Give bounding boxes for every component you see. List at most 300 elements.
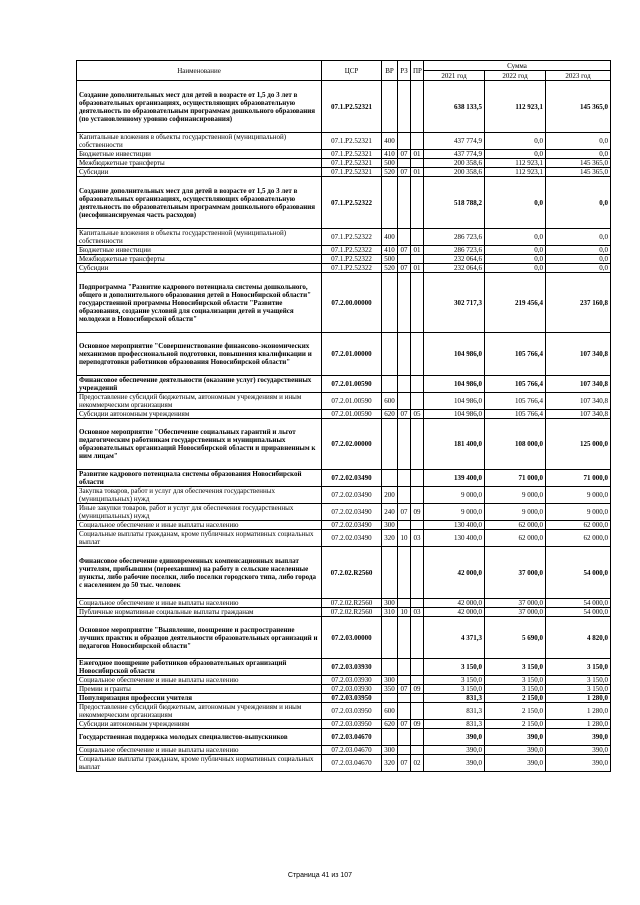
cell-y2022: 2 150,0 (485, 703, 546, 720)
cell-csr: 07.1.P2.52321 (322, 133, 382, 150)
cell-rz (398, 547, 411, 599)
cell-pr: 09 (411, 720, 424, 729)
cell-name: Социальное обеспечение и иные выплаты населению (77, 521, 322, 530)
cell-y2023: 0,0 (546, 133, 611, 150)
cell-y2021: 3 150,0 (424, 659, 485, 676)
cell-y2023: 0,0 (546, 229, 611, 246)
table-row (77, 376, 611, 393)
cell-rz: 07 (398, 720, 411, 729)
cell-pr (411, 599, 424, 608)
cell-csr: 07.2.03.03930 (322, 685, 382, 694)
cell-name: Основное мероприятие "Выявление, поощрение и распространение лучших практик и образцов деятельности образовательных организаций и педагогов Новосибирской области" (77, 617, 322, 659)
cell-name: Создание дополнительных мест для детей в возрасте от 1,5 до 3 лет в образовательных организациях, осуществляющих образовательную деятельность по образовательным программам дошкольного образования (по установленному уровню софинансирования) (77, 81, 322, 133)
cell-name: Субсидии (77, 264, 322, 273)
cell-y2023: 62 000,0 (546, 530, 611, 547)
cell-y2022: 105 766,4 (485, 333, 546, 376)
cell-vr: 240 (382, 504, 398, 521)
cell-rz: 07 (398, 685, 411, 694)
cell-y2022: 105 766,4 (485, 376, 546, 393)
cell-y2021: 437 774,9 (424, 133, 485, 150)
cell-rz (398, 333, 411, 376)
cell-pr: 09 (411, 685, 424, 694)
cell-vr: 520 (382, 264, 398, 273)
cell-csr: 07.2.03.03950 (322, 694, 382, 703)
table-row (77, 755, 611, 772)
header-2023: 2023 год (546, 71, 611, 81)
cell-vr (382, 333, 398, 376)
cell-pr (411, 694, 424, 703)
cell-vr: 300 (382, 599, 398, 608)
cell-y2021: 831,3 (424, 703, 485, 720)
cell-csr: 07.1.P2.52322 (322, 229, 382, 246)
cell-rz (398, 393, 411, 410)
cell-y2022: 0,0 (485, 264, 546, 273)
cell-name: Субсидии (77, 168, 322, 177)
table-row (77, 410, 611, 419)
cell-csr: 07.2.02.03490 (322, 521, 382, 530)
cell-name: Основное мероприятие "Обеспечение социальных гарантий и льгот педагогическим работникам государственных и муниципальных образовательных организаций Новосибирской области и приравненным к ним лицам" (77, 419, 322, 470)
cell-vr: 600 (382, 703, 398, 720)
table-row (77, 81, 611, 133)
cell-pr: 01 (411, 264, 424, 273)
cell-vr (382, 470, 398, 487)
cell-y2022: 112 923,1 (485, 81, 546, 133)
cell-pr (411, 659, 424, 676)
table-row (77, 487, 611, 504)
cell-vr: 300 (382, 676, 398, 685)
cell-vr (382, 617, 398, 659)
table-row (77, 504, 611, 521)
cell-vr: 310 (382, 608, 398, 617)
cell-y2023: 3 150,0 (546, 676, 611, 685)
cell-name: Развитие кадрового потенциала системы образования Новосибирской области (77, 470, 322, 487)
table-row (77, 599, 611, 608)
table-row (77, 159, 611, 168)
cell-rz (398, 487, 411, 504)
cell-name: Финансовое обеспечение единовременных компенсационных выплат учителям, прибывшим (переехавшим) на работу в сельские населенные пункты, либо рабочие поселки, либо поселки городского типа, либо города с населением до 50 тыс. человек (77, 547, 322, 599)
table-row (77, 470, 611, 487)
cell-rz (398, 376, 411, 393)
table-row (77, 393, 611, 410)
header-sum: Сумма (424, 61, 611, 71)
cell-rz (398, 694, 411, 703)
cell-pr: 01 (411, 246, 424, 255)
cell-y2021: 42 000,0 (424, 608, 485, 617)
cell-rz: 07 (398, 755, 411, 772)
cell-y2022: 105 766,4 (485, 410, 546, 419)
cell-y2021: 200 358,6 (424, 168, 485, 177)
header-2022: 2022 год (485, 71, 546, 81)
cell-csr: 07.2.01.00590 (322, 393, 382, 410)
cell-rz (398, 703, 411, 720)
cell-vr: 520 (382, 168, 398, 177)
cell-y2021: 9 000,0 (424, 504, 485, 521)
cell-vr: 410 (382, 150, 398, 159)
cell-csr: 07.2.02.00000 (322, 419, 382, 470)
cell-vr: 400 (382, 229, 398, 246)
cell-y2022: 71 000,0 (485, 470, 546, 487)
cell-y2021: 181 400,0 (424, 419, 485, 470)
cell-pr (411, 273, 424, 333)
cell-pr (411, 746, 424, 755)
cell-y2023: 3 150,0 (546, 659, 611, 676)
table-row (77, 419, 611, 470)
cell-y2021: 4 371,3 (424, 617, 485, 659)
cell-csr: 07.2.01.00000 (322, 333, 382, 376)
cell-csr: 07.2.02.R2560 (322, 599, 382, 608)
page-footer: Страница 41 из 107 (287, 872, 353, 879)
cell-rz: 07 (398, 504, 411, 521)
cell-pr: 03 (411, 530, 424, 547)
cell-csr: 07.1.P2.52321 (322, 81, 382, 133)
cell-name: Иные закупки товаров, работ и услуг для обеспечения государственных (муниципальных) нужд (77, 504, 322, 521)
cell-y2021: 286 723,6 (424, 229, 485, 246)
header-vr: ВР (382, 61, 398, 81)
cell-name: Основное мероприятие "Совершенствование финансово-экономических механизмов профессиональной подготовки, повышения квалификации и переподготовки работников образования Новосибирской области" (77, 333, 322, 376)
cell-rz (398, 659, 411, 676)
cell-rz (398, 229, 411, 246)
cell-y2022: 9 000,0 (485, 487, 546, 504)
cell-rz: 07 (398, 150, 411, 159)
cell-y2023: 54 000,0 (546, 599, 611, 608)
cell-vr: 500 (382, 255, 398, 264)
cell-csr: 07.2.03.04670 (322, 729, 382, 746)
cell-y2022: 105 766,4 (485, 393, 546, 410)
cell-y2023: 9 000,0 (546, 504, 611, 521)
cell-y2023: 0,0 (546, 246, 611, 255)
cell-y2023: 145 365,0 (546, 81, 611, 133)
cell-csr: 07.2.02.03490 (322, 504, 382, 521)
cell-vr (382, 81, 398, 133)
table-header (77, 61, 611, 81)
cell-pr: 09 (411, 504, 424, 521)
cell-rz (398, 729, 411, 746)
table-row (77, 746, 611, 755)
table-row (77, 720, 611, 729)
cell-vr: 620 (382, 720, 398, 729)
cell-pr (411, 133, 424, 150)
cell-rz (398, 177, 411, 229)
table-row (77, 694, 611, 703)
cell-y2022: 390,0 (485, 755, 546, 772)
cell-y2022: 219 456,4 (485, 273, 546, 333)
cell-vr (382, 177, 398, 229)
cell-rz (398, 617, 411, 659)
cell-csr: 07.2.01.00590 (322, 376, 382, 393)
cell-y2021: 831,3 (424, 694, 485, 703)
cell-y2023: 0,0 (546, 150, 611, 159)
cell-y2023: 1 280,0 (546, 694, 611, 703)
table-row (77, 676, 611, 685)
cell-pr: 05 (411, 410, 424, 419)
cell-name: Социальные выплаты гражданам, кроме публичных нормативных социальных выплат (77, 755, 322, 772)
cell-y2023: 390,0 (546, 746, 611, 755)
cell-y2021: 104 986,0 (424, 410, 485, 419)
header-csr: ЦСР (322, 61, 382, 81)
cell-y2021: 390,0 (424, 755, 485, 772)
table-row (77, 530, 611, 547)
cell-vr (382, 419, 398, 470)
cell-pr: 03 (411, 608, 424, 617)
cell-vr (382, 273, 398, 333)
cell-y2021: 130 400,0 (424, 521, 485, 530)
cell-vr: 500 (382, 159, 398, 168)
cell-y2022: 112 923,1 (485, 168, 546, 177)
cell-name: Субсидии автономным учреждениям (77, 410, 322, 419)
cell-y2022: 2 150,0 (485, 694, 546, 703)
table-row (77, 703, 611, 720)
cell-vr: 320 (382, 755, 398, 772)
cell-rz (398, 273, 411, 333)
cell-csr: 07.2.00.00000 (322, 273, 382, 333)
cell-name: Популяризация профессии учителя (77, 694, 322, 703)
cell-y2021: 390,0 (424, 729, 485, 746)
cell-vr: 320 (382, 530, 398, 547)
cell-name: Предоставление субсидий бюджетным, автономным учреждениям и иным некоммерческим организациям (77, 703, 322, 720)
cell-vr (382, 694, 398, 703)
cell-y2022: 0,0 (485, 229, 546, 246)
cell-y2021: 638 133,5 (424, 81, 485, 133)
cell-y2023: 1 280,0 (546, 720, 611, 729)
cell-csr: 07.1.P2.52321 (322, 150, 382, 159)
cell-name: Капитальные вложения в объекты государственной (муниципальной) собственности (77, 229, 322, 246)
cell-vr: 350 (382, 685, 398, 694)
cell-rz (398, 521, 411, 530)
cell-name: Бюджетные инвестиции (77, 150, 322, 159)
cell-csr: 07.1.P2.52322 (322, 177, 382, 229)
cell-pr (411, 159, 424, 168)
cell-y2022: 108 000,0 (485, 419, 546, 470)
cell-y2023: 107 340,8 (546, 333, 611, 376)
cell-rz (398, 81, 411, 133)
cell-name: Межбюджетные трансферты (77, 255, 322, 264)
cell-pr: 02 (411, 755, 424, 772)
cell-y2023: 237 160,8 (546, 273, 611, 333)
cell-pr (411, 376, 424, 393)
cell-y2021: 390,0 (424, 746, 485, 755)
cell-rz (398, 599, 411, 608)
cell-pr (411, 547, 424, 599)
cell-vr: 600 (382, 393, 398, 410)
cell-csr: 07.2.03.03950 (322, 720, 382, 729)
cell-y2023: 54 000,0 (546, 608, 611, 617)
cell-y2022: 112 923,1 (485, 159, 546, 168)
cell-y2022: 37 000,0 (485, 599, 546, 608)
cell-csr: 07.2.01.00590 (322, 410, 382, 419)
cell-y2021: 3 150,0 (424, 676, 485, 685)
cell-pr (411, 470, 424, 487)
cell-y2021: 104 986,0 (424, 393, 485, 410)
table-row (77, 177, 611, 229)
cell-pr: 01 (411, 168, 424, 177)
cell-y2022: 3 150,0 (485, 659, 546, 676)
cell-name: Социальное обеспечение и иные выплаты населению (77, 599, 322, 608)
cell-y2021: 437 774,9 (424, 150, 485, 159)
cell-y2021: 831,3 (424, 720, 485, 729)
cell-y2021: 232 064,6 (424, 255, 485, 264)
cell-y2023: 390,0 (546, 729, 611, 746)
cell-y2022: 390,0 (485, 746, 546, 755)
cell-vr (382, 659, 398, 676)
cell-y2021: 42 000,0 (424, 547, 485, 599)
cell-pr (411, 487, 424, 504)
cell-y2022: 37 000,0 (485, 547, 546, 599)
cell-y2022: 0,0 (485, 150, 546, 159)
cell-csr: 07.2.02.03490 (322, 487, 382, 504)
cell-rz (398, 419, 411, 470)
cell-rz: 07 (398, 168, 411, 177)
cell-rz (398, 133, 411, 150)
table-row (77, 168, 611, 177)
cell-y2023: 3 150,0 (546, 685, 611, 694)
cell-vr: 620 (382, 410, 398, 419)
cell-csr: 07.1.P2.52321 (322, 159, 382, 168)
cell-rz (398, 159, 411, 168)
cell-rz (398, 676, 411, 685)
cell-rz (398, 746, 411, 755)
table-row (77, 246, 611, 255)
cell-y2023: 145 365,0 (546, 168, 611, 177)
cell-y2022: 3 150,0 (485, 685, 546, 694)
cell-pr (411, 229, 424, 246)
cell-y2021: 42 000,0 (424, 599, 485, 608)
cell-y2021: 518 788,2 (424, 177, 485, 229)
cell-pr (411, 521, 424, 530)
cell-vr: 400 (382, 133, 398, 150)
cell-name: Капитальные вложения в объекты государственной (муниципальной) собственности (77, 133, 322, 150)
table-row (77, 133, 611, 150)
cell-y2022: 62 000,0 (485, 530, 546, 547)
cell-name: Социальные выплаты гражданам, кроме публичных нормативных социальных выплат (77, 530, 322, 547)
cell-y2022: 0,0 (485, 177, 546, 229)
table-row (77, 659, 611, 676)
cell-csr: 07.2.02.R2560 (322, 608, 382, 617)
cell-name: Подпрограмма "Развитие кадрового потенциала системы дошкольного, общего и дополнительного образования детей в Новосибирской области" государственной программы Новосибирской области "Развитие образования, создание условий для социализации детей и учащейся молодежи в Новосибирской области" (77, 273, 322, 333)
cell-name: Предоставление субсидий бюджетным, автономным учреждениям и иным некоммерческим организациям (77, 393, 322, 410)
cell-y2023: 0,0 (546, 177, 611, 229)
cell-rz (398, 470, 411, 487)
table-row (77, 547, 611, 599)
cell-rz: 07 (398, 264, 411, 273)
table-row (77, 273, 611, 333)
table-row (77, 150, 611, 159)
cell-name: Финансовое обеспечение деятельности (оказание услуг) государственных учреждений (77, 376, 322, 393)
cell-pr (411, 81, 424, 133)
cell-csr: 07.2.02.03490 (322, 530, 382, 547)
cell-y2022: 2 150,0 (485, 720, 546, 729)
cell-y2023: 0,0 (546, 264, 611, 273)
cell-y2023: 71 000,0 (546, 470, 611, 487)
header-rz: РЗ (398, 61, 411, 81)
cell-y2023: 107 340,8 (546, 376, 611, 393)
table-row (77, 521, 611, 530)
cell-pr (411, 729, 424, 746)
cell-y2021: 302 717,3 (424, 273, 485, 333)
cell-pr (411, 333, 424, 376)
cell-y2022: 0,0 (485, 246, 546, 255)
cell-name: Социальное обеспечение и иные выплаты населению (77, 746, 322, 755)
table-row (77, 608, 611, 617)
cell-y2023: 145 365,0 (546, 159, 611, 168)
cell-y2023: 0,0 (546, 255, 611, 264)
cell-y2023: 107 340,8 (546, 410, 611, 419)
cell-y2022: 0,0 (485, 133, 546, 150)
cell-y2023: 125 000,0 (546, 419, 611, 470)
cell-csr: 07.2.02.R2560 (322, 547, 382, 599)
cell-rz: 07 (398, 246, 411, 255)
cell-vr (382, 547, 398, 599)
table-row (77, 333, 611, 376)
cell-y2021: 139 400,0 (424, 470, 485, 487)
cell-csr: 07.1.P2.52322 (322, 246, 382, 255)
cell-rz: 07 (398, 410, 411, 419)
cell-pr (411, 177, 424, 229)
cell-vr (382, 376, 398, 393)
cell-vr: 410 (382, 246, 398, 255)
budget-table (76, 60, 611, 772)
cell-y2023: 1 280,0 (546, 703, 611, 720)
header-name: Наименование (77, 61, 322, 81)
cell-vr: 300 (382, 521, 398, 530)
cell-y2021: 130 400,0 (424, 530, 485, 547)
header-pr: ПР (411, 61, 424, 81)
cell-csr: 07.1.P2.52322 (322, 255, 382, 264)
cell-y2023: 107 340,8 (546, 393, 611, 410)
cell-vr: 200 (382, 487, 398, 504)
table-row (77, 255, 611, 264)
cell-pr (411, 419, 424, 470)
cell-csr: 07.2.03.04670 (322, 755, 382, 772)
cell-y2021: 3 150,0 (424, 685, 485, 694)
cell-vr (382, 729, 398, 746)
table-row (77, 264, 611, 273)
cell-name: Публичные нормативные социальные выплаты гражданам (77, 608, 322, 617)
cell-y2021: 200 358,6 (424, 159, 485, 168)
cell-csr: 07.1.P2.52322 (322, 264, 382, 273)
cell-name: Бюджетные инвестиции (77, 246, 322, 255)
cell-pr (411, 703, 424, 720)
cell-name: Государственная поддержка молодых специалистов-выпускников (77, 729, 322, 746)
cell-rz: 10 (398, 530, 411, 547)
cell-y2023: 4 820,0 (546, 617, 611, 659)
cell-y2022: 390,0 (485, 729, 546, 746)
cell-csr: 07.2.03.03930 (322, 676, 382, 685)
cell-y2023: 62 000,0 (546, 521, 611, 530)
cell-name: Ежегодное поощрение работников образовательных организаций Новосибирской области (77, 659, 322, 676)
table-row (77, 617, 611, 659)
cell-y2021: 286 723,6 (424, 246, 485, 255)
cell-name: Закупка товаров, работ и услуг для обеспечения государственных (муниципальных) нужд (77, 487, 322, 504)
cell-name: Межбюджетные трансферты (77, 159, 322, 168)
cell-name: Премии и гранты (77, 685, 322, 694)
cell-csr: 07.1.P2.52321 (322, 168, 382, 177)
header-2021: 2021 год (424, 71, 485, 81)
cell-pr (411, 255, 424, 264)
table-row (77, 729, 611, 746)
cell-pr (411, 393, 424, 410)
cell-y2021: 232 064,6 (424, 264, 485, 273)
cell-y2022: 37 000,0 (485, 608, 546, 617)
cell-y2021: 104 986,0 (424, 376, 485, 393)
cell-pr (411, 617, 424, 659)
cell-csr: 07.2.03.03930 (322, 659, 382, 676)
table-row (77, 685, 611, 694)
cell-csr: 07.2.03.03950 (322, 703, 382, 720)
cell-y2022: 9 000,0 (485, 504, 546, 521)
cell-name: Создание дополнительных мест для детей в возрасте от 1,5 до 3 лет в образовательных организациях, осуществляющих образовательную деятельность по образовательным программам дошкольного образования (несофинансируемая часть расходов) (77, 177, 322, 229)
cell-rz: 10 (398, 608, 411, 617)
cell-pr (411, 676, 424, 685)
